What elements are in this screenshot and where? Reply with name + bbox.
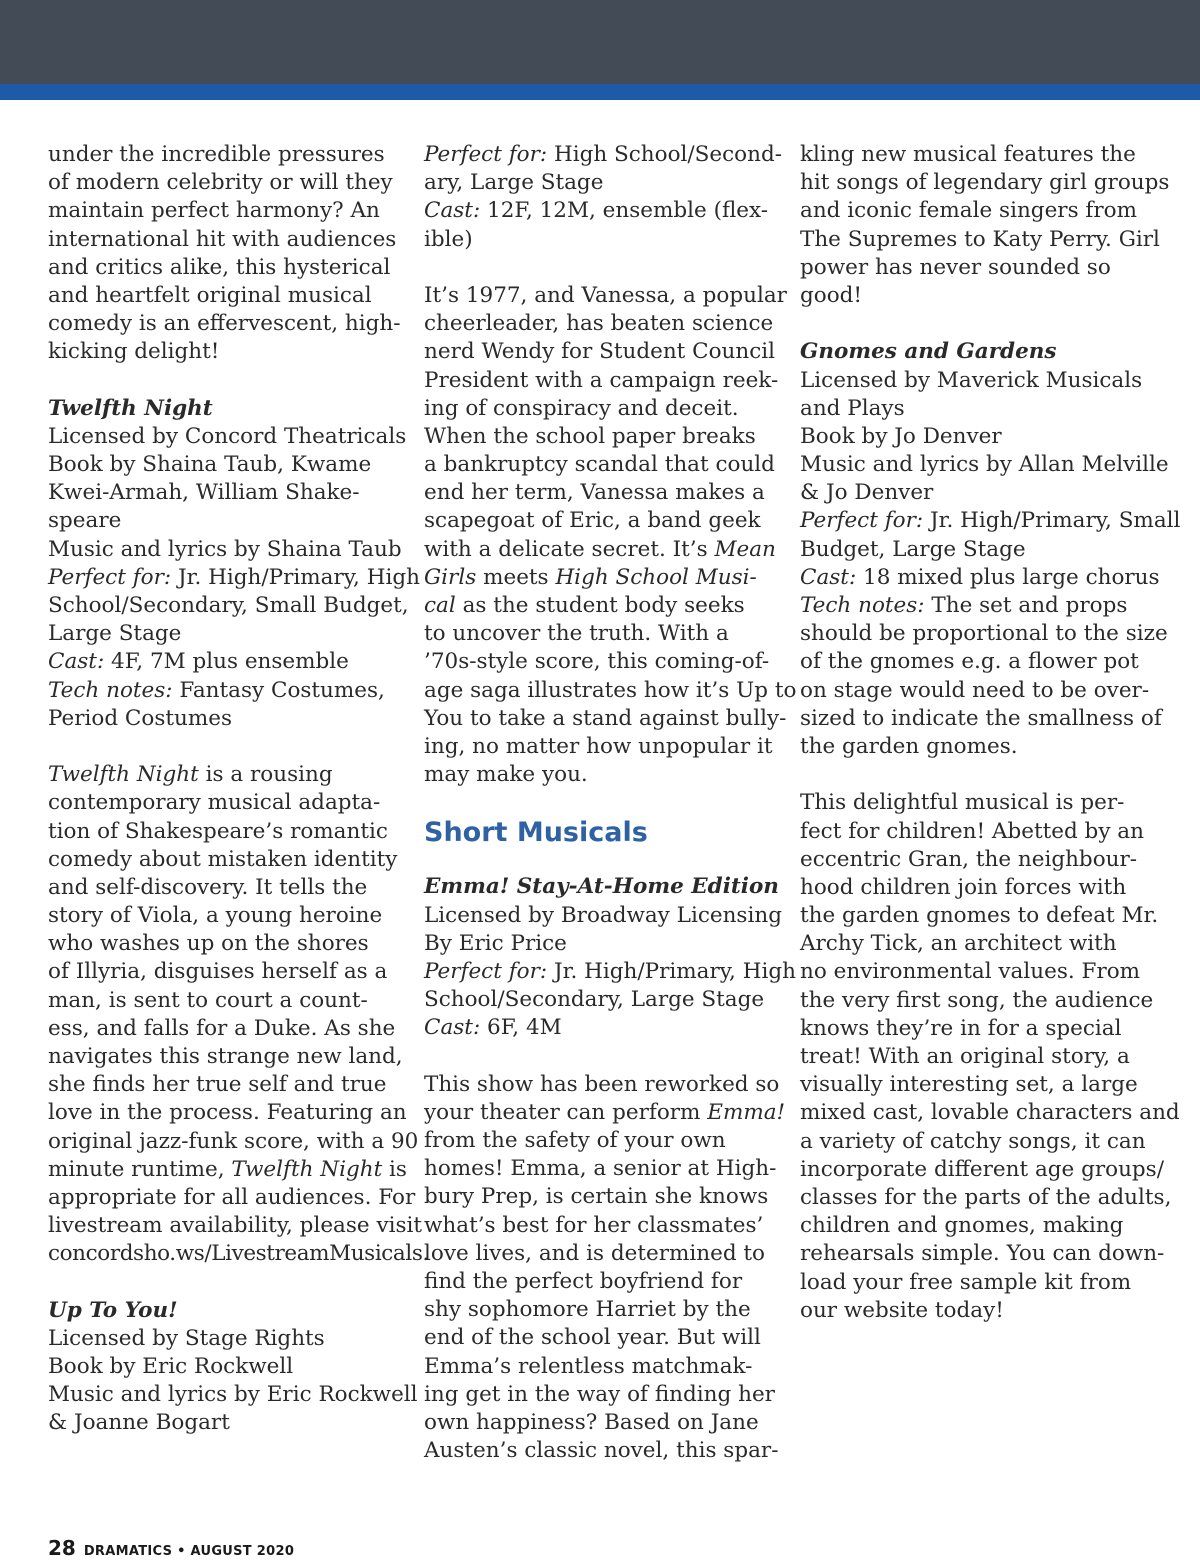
licensing-line: Licensed by Maverick Musicals (800, 367, 1143, 393)
tech-notes-label: Tech notes: (48, 677, 173, 703)
description-line: the garden gnomes to defeat Mr. (800, 903, 1159, 929)
description-line: ing of conspiracy and deceit. (424, 395, 739, 421)
column-2 (424, 141, 797, 1465)
perfect-for-label: Perfect for: (800, 508, 924, 534)
perfect-for-value: High School/Second- (547, 142, 782, 167)
show-title-twelfth-night: Twelfth Night (48, 395, 213, 421)
show-title-gnomes-and-gardens: Gnomes and Gardens (800, 339, 1057, 365)
description-line: treat! With an original story, a (800, 1044, 1130, 1069)
description-line: eccentric Gran, the neighbour- (800, 846, 1138, 872)
body-line: kicking delight! (48, 339, 220, 365)
description-line: Archy Tick, an architect with (800, 931, 1117, 957)
tech-notes-line: should be proportional to the size (800, 621, 1168, 647)
licensing-line: and Plays (800, 395, 905, 421)
perfect-for-value: Jr. High/Primary, High (171, 564, 420, 590)
title-reference: Mean (714, 536, 776, 562)
licensing-line: Licensed by Broadway Licensing (424, 902, 782, 928)
perfect-for-line (800, 507, 1181, 535)
description-line: from the safety of your own (424, 1128, 726, 1153)
tech-notes-line: the garden gnomes. (800, 733, 1018, 759)
description-text: your theater can perform (424, 1099, 708, 1125)
body-line: kling new musical features the (800, 142, 1136, 167)
page-footer (48, 1536, 294, 1560)
description-line: tion of Shakespeare’s romantic (48, 818, 388, 844)
music-credit: Music and lyrics by Eric Rockwell (48, 1382, 418, 1408)
cast-label: Cast: (48, 649, 105, 675)
licensing-line: Licensed by Concord Theatricals (48, 423, 407, 449)
show-title-up-to-you: Up To You! (48, 1297, 178, 1323)
description-text: with a delicate secret. It’s (424, 536, 715, 562)
description-line: You to take a stand against bully- (424, 705, 787, 731)
tech-notes-line: of the gnomes e.g. a flower pot (800, 649, 1139, 675)
music-credit: & Joanne Bogart (48, 1410, 230, 1436)
music-credit: & Jo Denver (800, 480, 934, 506)
description-line: end her term, Vanessa makes a (424, 480, 765, 506)
cast-line (48, 648, 408, 676)
description-line: to uncover the truth. With a (424, 621, 729, 647)
description-line (424, 1099, 784, 1127)
column-3 (800, 141, 1181, 1325)
cast-label: Cast: (424, 198, 481, 224)
description-line: bury Prep, is certain she knows (424, 1184, 769, 1210)
description-line: It’s 1977, and Vanessa, a popular (424, 282, 787, 308)
section-heading-short-musicals: Short Musicals (424, 817, 648, 849)
description-line: Austen’s classic novel, this spar- (424, 1438, 779, 1464)
description-line: nerd Wendy for Student Council (424, 339, 776, 365)
description-line: ess, and falls for a Duke. As she (48, 1015, 396, 1041)
description-text: is a rousing (198, 762, 333, 788)
perfect-for-line (424, 141, 784, 169)
description-line: classes for the parts of the adults, (800, 1184, 1172, 1210)
description-line: shy sophomore Harriet by the (424, 1297, 751, 1323)
music-credit: Music and lyrics by Shaina Taub (48, 536, 402, 562)
book-credit: By Eric Price (424, 930, 567, 956)
title-reference: cal (424, 593, 456, 618)
perfect-for-line (48, 564, 420, 592)
description-line (48, 761, 408, 789)
perfect-for-line: ary, Large Stage (424, 170, 604, 196)
book-credit: Book by Eric Rockwell (48, 1354, 294, 1380)
perfect-for-label: Perfect for: (424, 958, 548, 984)
body-line: power has never sounded so (800, 254, 1111, 280)
cast-value: 18 mixed plus large chorus (856, 564, 1160, 590)
tech-notes-line: Period Costumes (48, 705, 232, 731)
description-text: as the student body seeks (455, 593, 745, 618)
description-line: This show has been reworked so (424, 1071, 780, 1097)
show-title-inline: Twelfth Night (48, 762, 199, 788)
body-line: of modern celebrity or will they (48, 170, 393, 196)
body-line: comedy is an effervescent, high- (48, 311, 401, 337)
description-line: incorporate different age groups/ (800, 1156, 1164, 1182)
description-line: what’s best for her classmates’ (424, 1212, 764, 1238)
header-band (0, 0, 1200, 84)
perfect-for-line (424, 958, 796, 986)
description-line: a variety of catchy songs, it can (800, 1128, 1146, 1154)
description-line: may make you. (424, 762, 588, 788)
description-line: President with a campaign reek- (424, 367, 779, 393)
perfect-for-line: Large Stage (48, 621, 182, 647)
description-line: the very first song, the audience (800, 987, 1154, 1013)
description-line: of Illyria, disguises herself as a (48, 959, 388, 985)
description-line: cheerleader, has beaten science (424, 311, 774, 337)
tech-notes-value: The set and props (924, 593, 1128, 618)
page-number: 28 (48, 1536, 76, 1560)
tech-notes-label: Tech notes: (800, 593, 925, 618)
description-line: livestream availability, please visit (48, 1213, 423, 1239)
perfect-for-label: Perfect for: (48, 564, 172, 590)
book-credit: speare (48, 508, 122, 534)
description-line: fect for children! Abetted by an (800, 818, 1144, 844)
body-line: international hit with audiences (48, 226, 397, 252)
cast-line: ible) (424, 226, 473, 252)
description-line: ing get in the way of finding her (424, 1381, 775, 1407)
tech-notes-line (800, 592, 1160, 620)
description-line: comedy about mistaken identity (48, 846, 398, 872)
header-accent-stripe (0, 84, 1200, 100)
description-text: minute runtime, (48, 1156, 232, 1182)
body-line: and iconic female singers from (800, 198, 1137, 224)
book-credit: Book by Shaina Taub, Kwame (48, 452, 372, 478)
description-line: who washes up on the shores (48, 931, 369, 957)
body-line: and heartfelt original musical (48, 282, 372, 308)
description-line: age saga illustrates how it’s Up to (424, 677, 797, 703)
description-text: meets (476, 564, 556, 590)
body-line: and critics alike, this hysterical (48, 254, 391, 280)
description-line: hood children join forces with (800, 874, 1127, 900)
cast-line (800, 564, 1160, 592)
publication-name: DRAMATICS • AUGUST 2020 (83, 1544, 295, 1559)
description-line: own happiness? Based on Jane (424, 1409, 759, 1435)
description-line: This delightful musical is per- (800, 790, 1125, 816)
licensing-line: Licensed by Stage Rights (48, 1325, 325, 1351)
column-1 (48, 141, 429, 1438)
description-line: load your free sample kit from (800, 1269, 1132, 1295)
description-line: end of the school year. But will (424, 1325, 761, 1351)
title-reference: Emma! (707, 1099, 786, 1125)
body-line: under the incredible pressures (48, 142, 385, 167)
show-title-inline: Twelfth Night (231, 1156, 383, 1182)
tech-notes-line: on stage would need to be over- (800, 677, 1150, 703)
tech-notes-line: sized to indicate the smallness of (800, 705, 1162, 731)
description-line: knows they’re in for a special (800, 1015, 1122, 1041)
perfect-for-line: Budget, Large Stage (800, 536, 1026, 562)
description-line: original jazz-funk score, with a 90 (48, 1128, 419, 1154)
cast-line (424, 1014, 784, 1042)
description-line: Emma’s relentless matchmak- (424, 1353, 753, 1379)
cast-value: 4F, 7M plus ensemble (104, 649, 349, 675)
livestream-url: concordsho.ws/LivestreamMusicals. (48, 1241, 429, 1267)
description-line: story of Viola, a young heroine (48, 903, 383, 929)
description-line: children and gnomes, making (800, 1213, 1124, 1239)
perfect-for-line: School/Secondary, Large Stage (424, 987, 765, 1013)
perfect-for-value: Jr. High/Primary, High (547, 958, 796, 984)
description-line: love lives, and is determined to (424, 1240, 765, 1266)
cast-value: 6F, 4M (480, 1015, 562, 1041)
description-line: love in the process. Featuring an (48, 1100, 407, 1126)
cast-label: Cast: (800, 564, 857, 590)
description-line: navigates this strange new land, (48, 1044, 403, 1069)
description-line (424, 564, 784, 592)
book-credit: Book by Jo Denver (800, 423, 1002, 449)
body-line: maintain perfect harmony? An (48, 198, 380, 224)
description-line: rehearsals simple. You can down- (800, 1241, 1165, 1267)
description-line (424, 592, 784, 620)
description-line: mixed cast, lovable characters and (800, 1100, 1180, 1126)
cast-value: 12F, 12M, ensemble (flex- (480, 198, 769, 224)
book-credit: Kwei-Armah, William Shake- (48, 480, 360, 506)
description-line (48, 1156, 408, 1184)
description-line: a bankruptcy scandal that could (424, 452, 775, 478)
show-title-emma: Emma! Stay-At-Home Edition (424, 874, 779, 900)
description-line: man, is sent to court a count- (48, 987, 368, 1013)
title-reference: Girls (424, 564, 477, 590)
description-line: find the perfect boyfriend for (424, 1268, 743, 1294)
description-line: When the school paper breaks (424, 423, 756, 449)
description-line: and self-discovery. It tells the (48, 874, 368, 900)
title-reference: High School Musi- (555, 564, 757, 590)
description-line: scapegoat of Eric, a band geek (424, 508, 761, 534)
body-line: The Supremes to Katy Perry. Girl (800, 226, 1160, 252)
description-line: ’70s-style score, this coming-of- (424, 649, 770, 675)
description-line: she finds her true self and true (48, 1072, 387, 1098)
tech-notes-value: Fantasy Costumes, (172, 677, 385, 703)
cast-line (424, 197, 784, 225)
cast-label: Cast: (424, 1015, 481, 1041)
description-text: is (382, 1156, 407, 1182)
description-line: our website today! (800, 1297, 1004, 1323)
perfect-for-label: Perfect for: (424, 142, 548, 167)
description-line: visually interesting set, a large (800, 1072, 1138, 1098)
body-line: good! (800, 282, 863, 308)
music-credit: Music and lyrics by Allan Melville (800, 452, 1169, 478)
perfect-for-line: School/Secondary, Small Budget, (48, 593, 409, 618)
description-line: homes! Emma, a senior at High- (424, 1156, 777, 1182)
description-line: no environmental values. From (800, 959, 1141, 985)
description-line: contemporary musical adapta- (48, 790, 381, 816)
description-line: appropriate for all audiences. For (48, 1184, 416, 1210)
description-line: ing, no matter how unpopular it (424, 733, 773, 759)
body-line: hit songs of legendary girl groups (800, 170, 1170, 196)
description-line (424, 536, 784, 564)
tech-notes-line (48, 677, 408, 705)
perfect-for-value: Jr. High/Primary, Small (923, 508, 1181, 534)
